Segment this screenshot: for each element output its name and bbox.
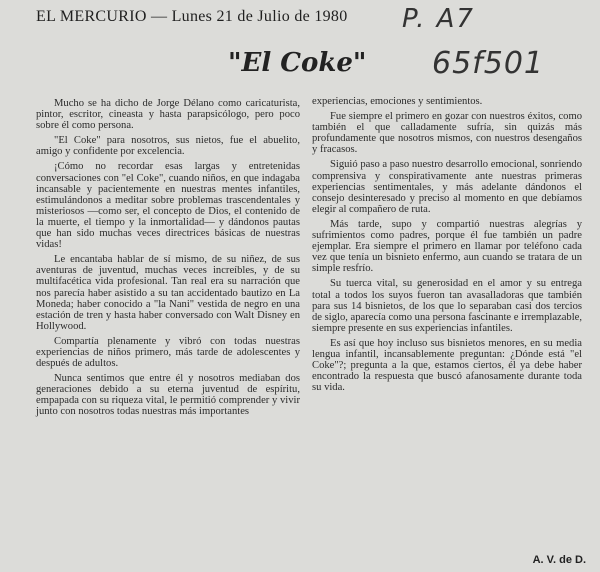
paragraph: ¡Cómo no recordar esas largas y entretenidas conversaciones con "el Coke", cuando niños, en que indagaba incansable y pacientemente en nuestras mentes infantiles, estimulándonos a meditar sobre problemas trascendentales y misteriosos —como ser, el concepto de Dios, el contenido de la muerte, el tiempo y la inmortalidad— y dándonos pautas que han sido muchas veces directrices básicas de nuestras vidas! (36, 161, 300, 251)
paragraph: experiencias, emociones y sentimientos. (312, 96, 483, 107)
masthead: EL MERCURIO — Lunes 21 de Julio de 1980 (36, 8, 348, 25)
article-column-right (312, 96, 582, 397)
paragraph: Mucho se ha dicho de Jorge Délano como caricaturista, pintor, escritor, cineasta y hasta parapsicólogo, pero poco sobre él como persona. (36, 98, 300, 132)
paragraph: Le encantaba hablar de sí mismo, de su niñez, de sus aventuras de juventud, muchas veces increíbles, y de su multifacética vida profesional. Tan real era su narración que nos parecía haber asistido a su tan accidentado bautizo en La Moneda; haber conocido a "la Nani" vestida de negro en una estación de tren y hasta haber conversado con Walt Disney en Hollywood. (36, 254, 300, 332)
handwritten-page-note: P. A7 (402, 4, 475, 34)
paragraph: Siguió paso a paso nuestro desarrollo emocional, sonriendo comprensiva y conspirativamente ante nuestras primeras experiencias sentimentales, y más adelante dándonos el consejo desinteresado y preciso al momento en que debíamos elegir al compañero de ruta. (312, 159, 582, 215)
paragraph: "El Coke" para nosotros, sus nietos, fue el abuelito, amigo y confidente por excelencia. (36, 135, 300, 158)
article-title: "El Coke" (228, 48, 367, 78)
paragraph: Su tuerca vital, su generosidad en el amor y su entrega total a todos los suyos fueron tan avasalladoras que también para sus 14 bisnietos, de los que lo separaban casi dos tercios de siglo, aparecía como una persona fascinante e irremplazable, siempre presente en sus experiencias infantiles. (312, 278, 583, 334)
paragraph: Fue siempre el primero en gozar con nuestros éxitos, como también el que calladamente sufría, sin quizás más profundamente que nosotros mismos, con nuestros desengaños y fracasos. (312, 111, 582, 156)
article-column-left (36, 98, 300, 422)
paragraph: Nunca sentimos que entre él y nosotros mediaban dos generaciones debido a su eterna juventud de espíritu, empapada con su riqueza vital, le permitió comprender y vivir junto con nosotros todas nuestras más importantes (36, 373, 300, 418)
paragraph: Compartía plenamente y vibró con todas nuestras experiencias de niños primero, más tarde de adolescentes y después de adultos. (36, 335, 300, 370)
handwritten-code-note: 65f501 (432, 46, 544, 81)
paragraph: Es así que hoy incluso sus bisnietos menores, en su media lengua infantil, incansablemente preguntan: ¿Dónde está "el Coke"?; pregunta a la que, estamos ciertos, él ya debe haber encontrado la respuesta que buscó afanosamente durante toda su vida. (312, 337, 582, 394)
paragraph: Más tarde, supo y compartió nuestras alegrías y sufrimientos como padres, porque él fue también un padre ejemplar. Era siempre el primero en llamar por teléfono cada vez que tenía un bisnieto enfermo, aun cuando se tratara de un simple resfrío. (312, 218, 582, 275)
author-signature: A. V. de D. (532, 554, 586, 566)
